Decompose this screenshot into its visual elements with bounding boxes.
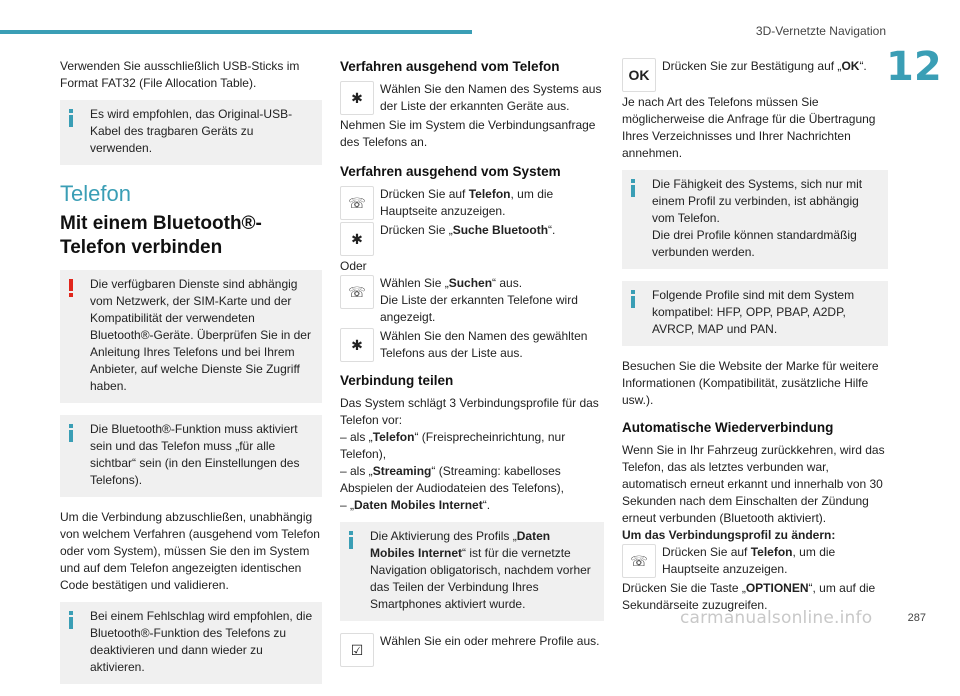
info-box-compatible [622,281,888,346]
bluetooth-icon: ✱ [340,328,374,362]
paragraph: Wenn Sie in Ihr Fahrzeug zurückkehren, wird das Telefon, das als letztes verbunden war, automatisch erneut erkannt und innerhalb von 30 Sekunden nach dem Einschalten der Zündung erneut verbunden (Bluetooth aktiviert). [622,443,885,525]
profiles-intro: Das System schlägt 3 Verbindungsprofile für das Telefon vor: [340,396,599,427]
step-text: Wählen Sie den Namen des Systems aus der Liste der erkannten Geräte aus. [380,82,602,113]
step-text: Wählen Sie den Namen des gewählten Telefons aus der Liste aus. [380,329,588,360]
step-text: Drücken Sie zur Bestätigung auf „OK“. [662,59,867,73]
info-box-usb [60,100,322,165]
info-icon [631,179,635,197]
info-box-data [340,522,604,621]
info-box-failure [60,602,322,684]
info-icon [631,290,635,308]
column-1 [60,58,322,696]
info-text: Die Bluetooth®-Funktion muss aktiviert sein und das Telefon muss „für alle sichtbar“ sein (in den Einstellungen des Telefons). [90,422,300,487]
info-text: Die Fähigkeit des Systems, sich nur mit einem Profil zu verbinden, ist abhängig vom Telefon. Die drei Profile können standardmäßig verbunden werden. [652,177,863,259]
phone-icon: ☏ [340,186,374,220]
step-text: Drücken Sie die Taste „OPTIONEN“, um auf die Sekundärseite zuzugreifen. [622,581,876,612]
info-box-profiles [622,170,888,269]
step-row [340,275,604,326]
header-bar [0,30,472,34]
step-text: Drücken Sie auf Telefon, um die Hauptseite anzuzeigen. [380,187,554,218]
warning-text: Die verfügbaren Dienste sind abhängig vom Netzwerk, der SIM-Karte und der Kompatibilität der verwendeten Bluetooth®-Geräte. Überprüfen Sie in der Anleitung Ihres Telefons und bei Ihrem Anbieter, auf welche Dienste Sie Zugriff haben. [90,277,311,393]
section-header: 3D-Vernetzte Navigation [755,24,886,38]
heading-from-system: Verfahren ausgehend vom System [340,164,561,179]
connection-paragraph: Um die Verbindung abzuschließen, unabhängig von welchem Verfahren (ausgehend vom Telefon oder vom System), müssen Sie den im System und auf dem Telefon angezeigten identischen Code bestätigen und validieren. [60,510,320,592]
paragraph: Besuchen Sie die Website der Marke für weitere Informationen (Kompatibilität, zusätzliche Hilfe usw.). [622,359,879,407]
step-text: Wählen Sie ein oder mehrere Profile aus. [380,634,600,648]
phone-icon: ☏ [340,275,374,309]
ok-icon: OK [622,58,656,92]
page-number: 287 [907,612,926,624]
section-title: Telefon [60,181,131,206]
info-text: Folgende Profile sind mit dem System kompatibel: HFP, OPP, PBAP, A2DP, AVRCP, MAP und PAN. [652,288,855,336]
step-text: Drücken Sie „Suche Bluetooth“. [380,223,556,237]
usb-intro: Verwenden Sie ausschließlich USB-Sticks im Format FAT32 (File Allocation Table). [60,59,300,90]
bluetooth-icon: ✱ [340,81,374,115]
step-row [340,222,604,256]
step-text: Wählen Sie „Suchen“ aus. Die Liste der erkannten Telefone wird angezeigt. [380,276,578,324]
info-icon [69,611,73,629]
watermark: carmanualsonline.info [680,608,873,628]
step-row [340,186,604,220]
warning-box [60,270,322,403]
or-text: Oder [340,259,367,273]
info-text: Es wird empfohlen, das Original-USB-Kabel des tragbaren Geräts zu verwenden. [90,107,293,155]
step-row [340,328,604,362]
step-row [340,633,604,667]
paragraph: Je nach Art des Telefons müssen Sie möglicherweise die Anfrage für die Übertragung Ihres Verzeichnisses und Ihrer Nachrichten annehmen. [622,95,876,160]
list-item: – „Daten Mobiles Internet“. [340,498,491,512]
column-3 [622,58,888,622]
subheading: Um das Verbindungsprofil zu ändern: [622,528,836,542]
checkbox-icon: ☑ [340,633,374,667]
bluetooth-icon: ✱ [340,222,374,256]
step-row [622,544,888,578]
info-icon [349,531,353,549]
info-text: Bei einem Fehlschlag wird empfohlen, die Bluetooth®-Funktion des Telefons zu deaktivieren und dann wieder zu aktivieren. [90,609,313,674]
heading-share: Verbindung teilen [340,373,454,388]
info-box-visibility [60,415,322,497]
list-item: – als „Telefon“ (Freisprecheinrichtung, nur Telefon), [340,430,566,461]
phone-icon: ☏ [622,544,656,578]
bluetooth-heading: Mit einem Bluetooth®-Telefon verbinden [60,213,262,258]
column-2 [340,58,604,669]
list-item: – als „Streaming“ (Streaming: kabelloses Abspielen der Audiodateien des Telefons), [340,464,564,495]
chapter-number: 12 [886,44,942,90]
heading-reconnect: Automatische Wiederverbindung [622,420,834,435]
step-row [340,81,604,115]
info-icon [69,109,73,127]
info-text: Die Aktivierung des Profils „Daten Mobiles Internet“ ist für die vernetzte Navigation obligatorisch, nachdem vorher das Teilen der Verbindung Ihres Smartphones aktiviert wurde. [370,529,591,611]
warning-icon [69,279,73,297]
step-row [622,58,888,92]
profile-list [340,429,604,514]
step-text: Drücken Sie auf Telefon, um die Hauptseite anzuzeigen. [662,545,836,576]
info-icon [69,424,73,442]
heading-from-phone: Verfahren ausgehend vom Telefon [340,59,560,74]
step-text: Nehmen Sie im System die Verbindungsanfrage des Telefons an. [340,118,596,149]
